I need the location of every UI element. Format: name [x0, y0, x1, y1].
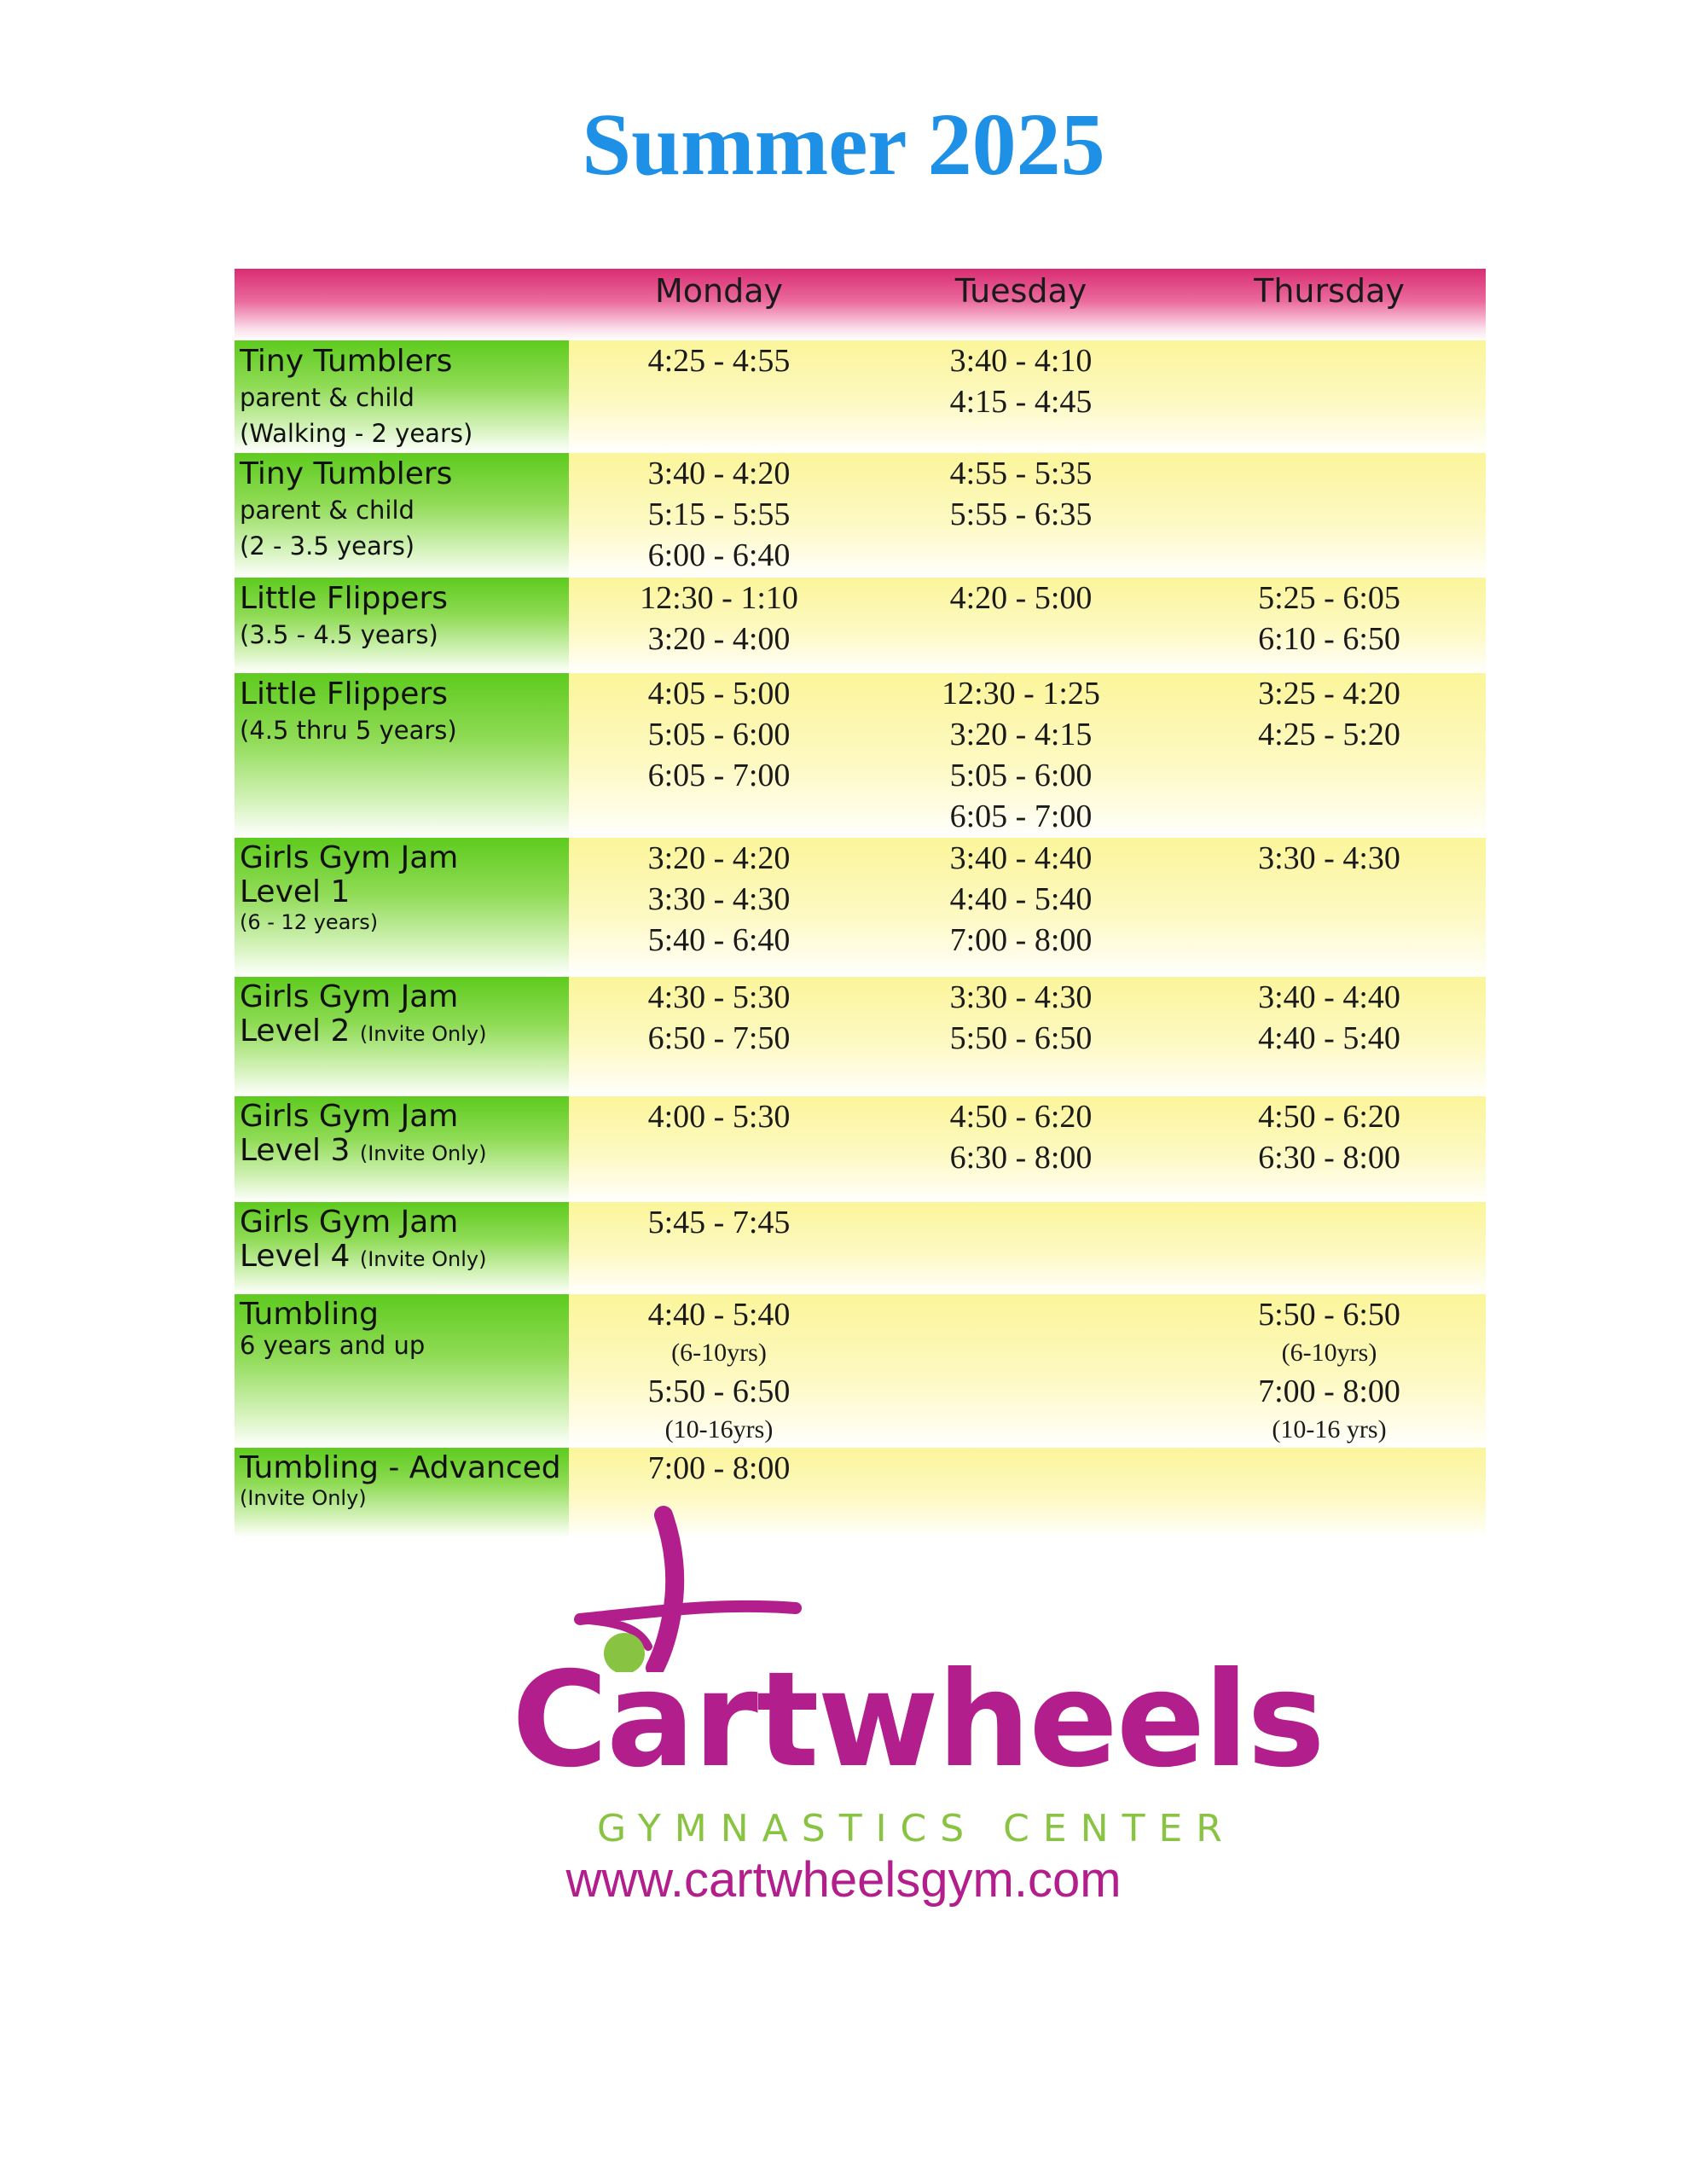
class-name: Girls Gym Jam	[240, 840, 459, 875]
class-age: (2 - 3.5 years)	[240, 531, 415, 561]
time-slot: 5:45 - 7:45	[647, 1205, 791, 1240]
time-slot: 4:20 - 5:00	[949, 580, 1093, 616]
tuesday-cell	[869, 977, 1173, 1059]
time-slot: 3:40 - 4:40	[949, 840, 1093, 876]
time-slot: 12:30 - 1:25	[942, 676, 1100, 712]
tuesday-cell	[869, 340, 1173, 422]
class-name: Girls Gym Jam	[240, 1099, 459, 1134]
time-slot: 3:30 - 4:30	[647, 881, 791, 917]
header-tuesday: Tuesday	[954, 272, 1087, 310]
time-slot: 3:25 - 4:20	[1258, 676, 1400, 712]
time-slot: 6:10 - 6:50	[1258, 621, 1400, 657]
time-slot: 4:50 - 6:20	[1258, 1099, 1400, 1135]
invite-only-note: (Invite Only)	[359, 1141, 487, 1165]
time-slot: 5:05 - 6:00	[647, 717, 791, 752]
time-slot: 4:25 - 5:20	[1258, 717, 1400, 752]
time-slot: 4:50 - 6:20	[949, 1099, 1093, 1135]
table-row	[235, 1202, 1486, 1294]
class-name: Little Flippers	[240, 677, 449, 712]
cartwheels-logo	[503, 1484, 1324, 1868]
time-slot: 7:00 - 8:00	[1258, 1374, 1400, 1409]
table-row	[235, 977, 1486, 1096]
monday-cell	[569, 1448, 869, 1489]
row-times	[569, 977, 1486, 1096]
invite-only-note: (Invite Only)	[240, 1486, 367, 1510]
monday-cell	[569, 977, 869, 1059]
class-detail: parent & child	[240, 383, 415, 412]
time-slot: 4:15 - 4:45	[949, 384, 1093, 420]
time-slot: 3:20 - 4:15	[949, 717, 1093, 752]
class-age: (Walking - 2 years)	[240, 419, 473, 448]
thursday-cell	[1173, 578, 1486, 659]
invite-only-note: (Invite Only)	[359, 1247, 487, 1271]
age-note: (6-10yrs)	[671, 1339, 767, 1367]
website-link[interactable]: www.cartwheelsgym.com	[565, 1852, 1122, 1908]
class-name: Tumbling	[240, 1297, 379, 1332]
logo-subtitle: GYMNASTICS CENTER	[597, 1807, 1236, 1850]
table-row	[235, 1096, 1486, 1202]
time-slot: 4:00 - 5:30	[647, 1099, 791, 1135]
page-title: Summer 2025	[582, 96, 1105, 194]
class-label	[235, 977, 569, 1096]
tuesday-cell	[869, 1096, 1173, 1178]
time-slot: 3:20 - 4:00	[647, 621, 791, 657]
table-row	[235, 578, 1486, 673]
header-monday: Monday	[654, 272, 783, 310]
monday-cell	[569, 673, 869, 796]
tuesday-cell	[869, 578, 1173, 619]
age-note: (10-16 yrs)	[1272, 1415, 1387, 1443]
monday-cell	[569, 838, 869, 961]
monday-cell	[569, 1202, 869, 1243]
class-name: Girls Gym Jam	[240, 979, 459, 1014]
time-slot: 3:20 - 4:20	[647, 840, 791, 876]
class-label	[235, 453, 569, 578]
class-label	[235, 1202, 569, 1294]
thursday-cell	[1173, 1096, 1486, 1178]
monday-cell	[569, 1096, 869, 1137]
tuesday-cell	[869, 673, 1173, 837]
thursday-cell	[1173, 838, 1486, 879]
row-times	[569, 453, 1486, 578]
time-slot: 3:30 - 4:30	[949, 979, 1093, 1015]
class-age: (6 - 12 years)	[240, 910, 379, 934]
table-row	[235, 340, 1486, 453]
table-row	[235, 1294, 1486, 1448]
time-slot: 4:05 - 5:00	[647, 676, 791, 712]
time-slot: 5:50 - 6:50	[1258, 1297, 1400, 1333]
thursday-cell	[1173, 1294, 1486, 1448]
time-slot: 5:50 - 6:50	[647, 1374, 791, 1409]
row-times	[569, 1096, 1486, 1202]
time-slot: 4:30 - 5:30	[647, 979, 791, 1015]
table-header	[235, 269, 1486, 340]
time-slot: 4:25 - 4:55	[647, 343, 791, 379]
header-thursday: Thursday	[1254, 272, 1405, 310]
invite-only-note: (Invite Only)	[359, 1022, 487, 1046]
time-slot: 7:00 - 8:00	[647, 1450, 791, 1486]
table-row	[235, 673, 1486, 838]
time-slot: 5:15 - 5:55	[647, 497, 791, 532]
logo-wordmark: Cartwheels	[512, 1644, 1324, 1797]
row-times	[569, 673, 1486, 838]
time-slot: 3:40 - 4:10	[949, 343, 1093, 379]
class-label	[235, 578, 569, 673]
age-note: (6-10yrs)	[1281, 1339, 1377, 1367]
class-name: Little Flippers	[240, 581, 449, 616]
class-name: Tiny Tumblers	[240, 344, 453, 379]
row-times	[569, 578, 1486, 673]
time-slot: 6:30 - 8:00	[949, 1140, 1093, 1176]
time-slot: 6:05 - 7:00	[949, 799, 1093, 834]
class-age: 6 years and up	[240, 1331, 426, 1360]
table-row	[235, 453, 1486, 578]
time-slot: 3:30 - 4:30	[1258, 840, 1400, 876]
class-label	[235, 673, 569, 838]
time-slot: 5:55 - 6:35	[949, 497, 1093, 532]
row-times	[569, 1294, 1486, 1448]
time-slot: 6:05 - 7:00	[647, 758, 791, 793]
class-label	[235, 340, 569, 453]
time-slot: 6:00 - 6:40	[647, 537, 791, 573]
time-slot: 4:55 - 5:35	[949, 456, 1093, 491]
class-detail: parent & child	[240, 496, 415, 525]
time-slot: 5:50 - 6:50	[949, 1020, 1093, 1056]
age-note: (10-16yrs)	[664, 1415, 774, 1443]
class-level: Level 4	[240, 1239, 351, 1274]
row-times	[569, 838, 1486, 977]
time-slot: 3:40 - 4:20	[647, 456, 791, 491]
time-slot: 12:30 - 1:10	[640, 580, 798, 616]
monday-cell	[569, 1294, 869, 1448]
time-slot: 5:25 - 6:05	[1258, 580, 1400, 616]
class-level: Level 2	[240, 1014, 351, 1048]
time-slot: 3:40 - 4:40	[1258, 979, 1400, 1015]
time-slot: 4:40 - 5:40	[949, 881, 1093, 917]
table-row	[235, 838, 1486, 977]
class-label	[235, 1294, 569, 1448]
row-times	[569, 1202, 1486, 1294]
schedule-table	[235, 269, 1486, 1537]
tuesday-cell	[869, 838, 1173, 961]
class-label	[235, 1096, 569, 1202]
monday-cell	[569, 340, 869, 381]
thursday-cell	[1173, 977, 1486, 1059]
time-slot: 6:50 - 7:50	[647, 1020, 791, 1056]
class-name: Girls Gym Jam	[240, 1205, 459, 1240]
class-name: Tiny Tumblers	[240, 456, 453, 491]
class-age: (3.5 - 4.5 years)	[240, 620, 438, 649]
monday-cell	[569, 578, 869, 659]
thursday-cell	[1173, 673, 1486, 755]
time-slot: 5:05 - 6:00	[949, 758, 1093, 793]
monday-cell	[569, 453, 869, 576]
class-label	[235, 838, 569, 977]
class-level: Level 1	[240, 874, 351, 909]
tuesday-cell	[869, 453, 1173, 535]
time-slot: 4:40 - 5:40	[647, 1297, 791, 1333]
time-slot: 5:40 - 6:40	[647, 922, 791, 958]
class-name: Tumbling - Advanced	[240, 1450, 561, 1485]
time-slot: 6:30 - 8:00	[1258, 1140, 1400, 1176]
class-age: (4.5 thru 5 years)	[240, 716, 457, 745]
row-times	[569, 340, 1486, 453]
time-slot: 7:00 - 8:00	[949, 922, 1093, 958]
class-level: Level 3	[240, 1133, 351, 1168]
time-slot: 4:40 - 5:40	[1258, 1020, 1400, 1056]
